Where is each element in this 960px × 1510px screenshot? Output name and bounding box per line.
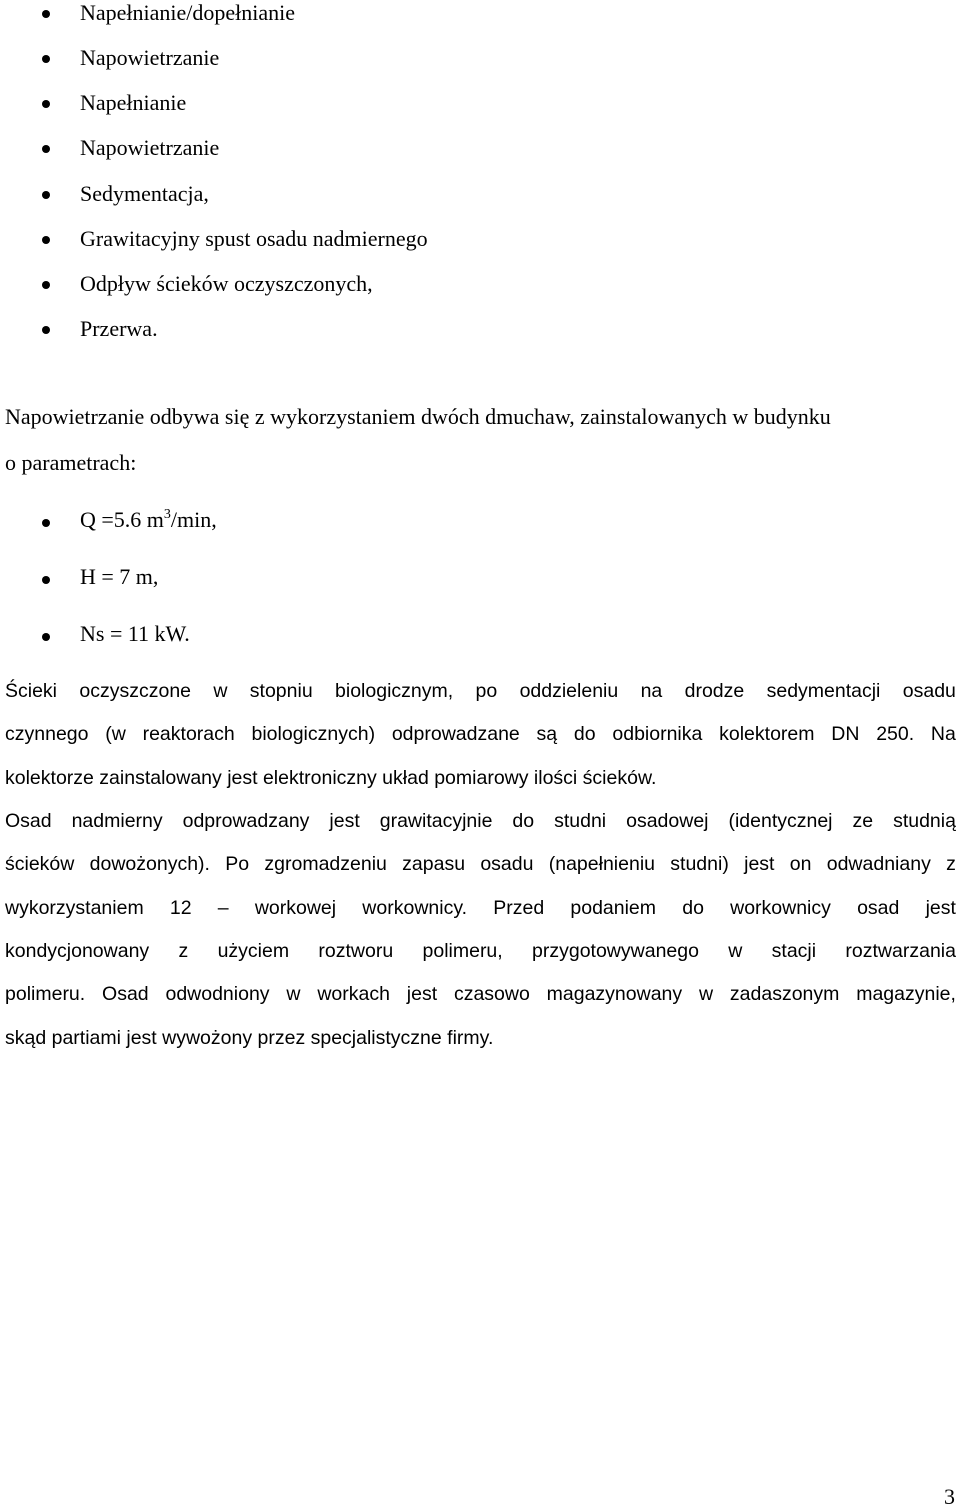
body-line: czynnego (w reaktorach biologicznych) odprowadzane są do odbiornika kolektorem DN 250. Na bbox=[5, 723, 956, 745]
body-line: ścieków dowożonych). Po zgromadzeniu zapasu osadu (napełnieniu studni) jest on odwadniany z bbox=[5, 853, 956, 875]
list-item-text: Napełnianie bbox=[80, 90, 187, 115]
list-item-text: Grawitacyjny spust osadu nadmiernego bbox=[80, 226, 428, 251]
list-item-text: Napełnianie/dopełnianie bbox=[80, 0, 296, 25]
bullet-icon bbox=[42, 55, 50, 63]
list-item-text: Napowietrzanie bbox=[80, 45, 220, 70]
bullet-icon bbox=[42, 191, 50, 199]
aeration-intro-line-2: o parametrach: bbox=[5, 450, 137, 475]
body-line: polimeru. Osad odwodniony w workach jest czasowo magazynowany w zadaszonym magazynie, bbox=[5, 983, 956, 1005]
body-line: wykorzystaniem 12 – workowej workownicy. Przed podaniem do workownicy osad jest bbox=[5, 897, 956, 919]
body-line: kondycjonowany z użyciem roztworu polimeru, przygotowywanego w stacji roztwarzania bbox=[5, 940, 956, 962]
parameter-head: H = 7 m, bbox=[80, 564, 159, 589]
list-item-text: Przerwa. bbox=[80, 316, 158, 341]
bullet-icon bbox=[42, 326, 50, 334]
bullet-icon bbox=[42, 145, 50, 153]
aeration-intro-text: Napowietrzanie odbywa się z wykorzystaniem dwóch dmuchaw, zainstalowanych w budynku bbox=[5, 404, 831, 429]
body-line: kolektorze zainstalowany jest elektroniczny układ pomiarowy ilości ścieków. bbox=[5, 767, 657, 789]
page-number: 3 bbox=[944, 1484, 955, 1509]
body-line: skąd partiami jest wywożony przez specjalistyczne firmy. bbox=[5, 1027, 494, 1049]
bullet-icon bbox=[42, 10, 50, 18]
list-item-text: Napowietrzanie bbox=[80, 135, 220, 160]
bullet-icon bbox=[42, 281, 50, 289]
aeration-intro-line bbox=[5, 404, 956, 430]
bullet-icon bbox=[42, 519, 50, 527]
list-item-text: Odpływ ścieków oczyszczonych, bbox=[80, 271, 373, 296]
bullet-icon bbox=[42, 100, 50, 108]
bullet-icon bbox=[42, 236, 50, 244]
bullet-icon bbox=[42, 576, 50, 584]
body-line: Ścieki oczyszczone w stopniu biologicznym, po oddzieleniu na drodze sedymentacji osadu bbox=[5, 680, 956, 702]
parameter-flow: Q =5.6 $m^3/\min$, bbox=[80, 507, 217, 532]
body-line: Osad nadmierny odprowadzany jest grawitacyjnie do studni osadowej (identycznej ze studnią bbox=[5, 810, 956, 832]
superscript: 3 bbox=[163, 507, 171, 522]
list-item-text: Sedymentacja, bbox=[80, 181, 209, 206]
bullet-icon bbox=[42, 633, 50, 641]
parameter-power: Ns = 11 kW. bbox=[80, 621, 190, 646]
